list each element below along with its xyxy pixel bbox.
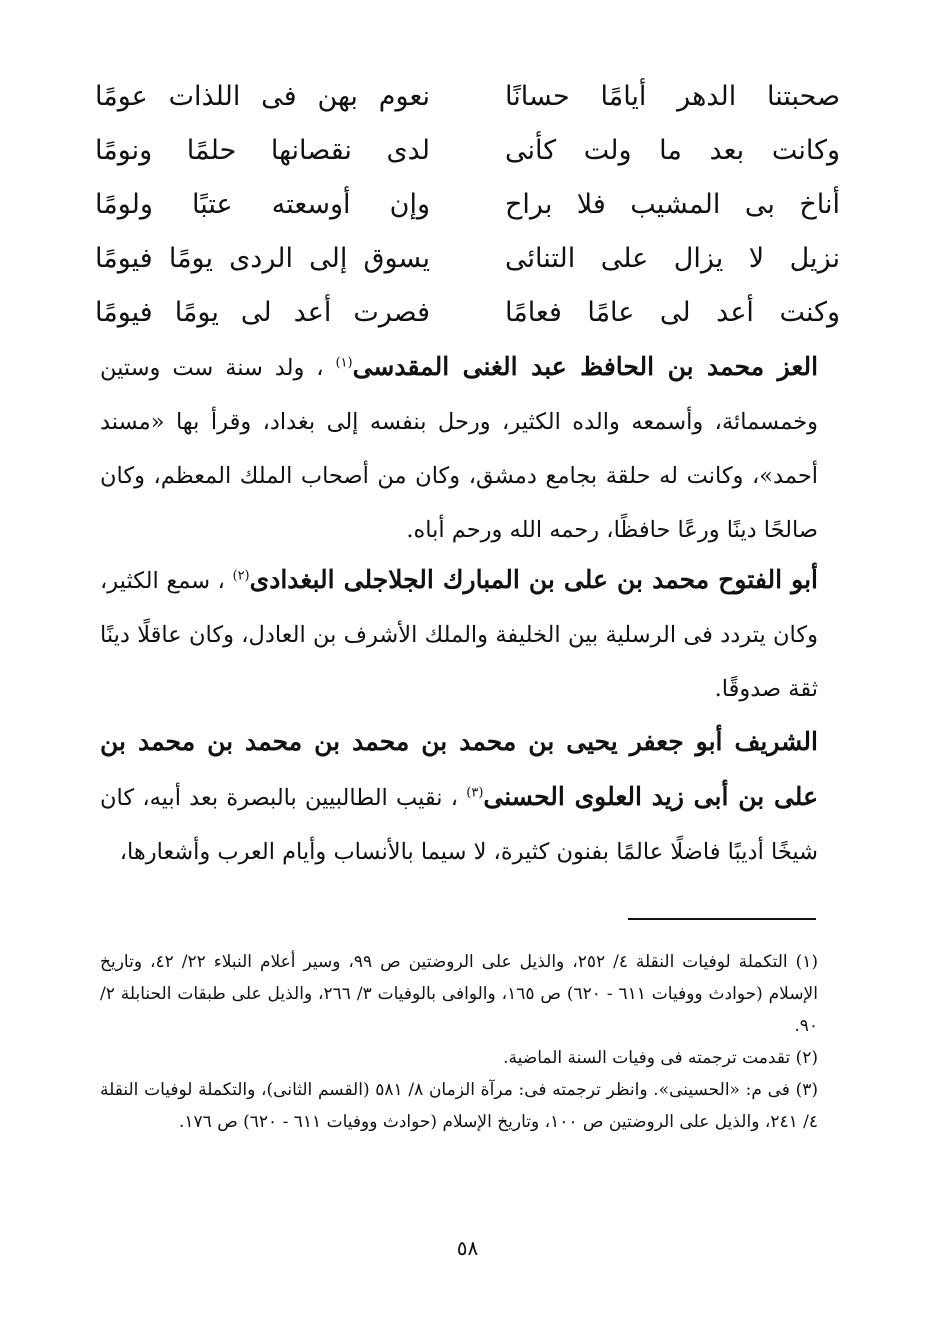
- poem-hemistich-left: نعوم بهن فى اللذات عومًا: [95, 81, 430, 112]
- entry-name: الشريف أبو جعفر يحيى بن محمد بن محمد بن محمد بن محمد بن على بن أبى زيد العلوى الحسنى: [100, 727, 818, 811]
- poem-hemistich-left: لدى نقصانها حلمًا ونومًا: [95, 135, 430, 166]
- poem-hemistich-left: يسوق إلى الردى يومًا فيومًا: [95, 243, 430, 274]
- poem-line: [95, 232, 840, 286]
- footnote-marker[interactable]: (١): [335, 355, 353, 371]
- poem-hemistich-right: وكنت أعد لى عامًا فعامًا: [505, 297, 840, 328]
- poem-hemistich-right: أناخ بى المشيب فلا براح: [505, 189, 840, 220]
- entry-text: ، نقيب الطالبيين بالبصرة بعد أبيه، كان شيخًا أديبًا فاضلًا عالمًا بفنون كثيرة، لا سيما بالأنساب وأيام العرب وأشعارها،: [100, 785, 818, 865]
- poem-line: [95, 124, 840, 178]
- biography-entry: [100, 553, 818, 716]
- footnote: (٢) تقدمت ترجمته فى وفيات السنة الماضية.: [503, 1048, 818, 1068]
- poem-line: [95, 286, 840, 340]
- entry-name: أبو الفتوح محمد بن على بن المبارك الجلاجلى البغدادى: [249, 565, 818, 594]
- poem-hemistich-left: فصرت أعد لى يومًا فيومًا: [95, 297, 430, 328]
- entry-text: ، سمع الكثير، وكان يتردد فى الرسلية بين الخليفة والملك الأشرف بن العادل، وكان عاقلًا دينًا ثقة صدوقًا.: [100, 568, 818, 702]
- poem-hemistich-right: وكانت بعد ما ولت كأنى: [505, 135, 840, 166]
- footnotes: [100, 946, 818, 1138]
- poem-line: [95, 70, 840, 124]
- poem-hemistich-right: نزيل لا يزال على التنائى: [505, 243, 840, 274]
- poem-hemistich-left: وإن أوسعته عتبًا ولومًا: [95, 189, 430, 220]
- footnote-divider: [628, 918, 816, 920]
- footnote-marker[interactable]: (٣): [466, 785, 484, 801]
- poem-hemistich-right: صحبتنا الدهر أيامًا حسانًا: [505, 81, 840, 112]
- biography-entry: [100, 715, 818, 879]
- entry-name: العز محمد بن الحافظ عبد الغنى المقدسى: [352, 352, 819, 381]
- poem-line: [95, 178, 840, 232]
- page-number: ٥٨: [456, 1236, 479, 1260]
- poem: [95, 70, 840, 340]
- biography-entry: [100, 340, 818, 557]
- footnote: (١) التكملة لوفيات النقلة ٤/ ٢٥٢، والذيل على الروضتين ص ٩٩، وسير أعلام النبلاء ٢٢/ ٤٢، وتاريخ الإسلام (حوادث ووفيات ٦١١ - ٦٢٠) ص ١٦٥، والوافى بالوفيات ٣/ ٢٦٦، والذيل على طبقات الحنابلة ٢/ ٩٠.: [100, 952, 819, 1036]
- footnote: (٣) فى م: «الحسينى». وانظر ترجمته فى: مرآة الزمان ٨/ ٥٨١ (القسم الثانى)، والتكملة لوفيات النقلة ٤/ ٢٤١، والذيل على الروضتين ص ١٠٠، وتاريخ الإسلام (حوادث ووفيات ٦١١ - ٦٢٠) ص ١٧٦.: [100, 1080, 818, 1132]
- footnote-marker[interactable]: (٢): [232, 568, 250, 584]
- entry-text: ، ولد سنة ست وستين وخمسمائة، وأسمعه والده الكثير، ورحل بنفسه إلى بغداد، وقرأ بها «مسند أحمد»، وكانت له حلقة بجامع دمشق، وكان من أصحاب الملك المعظم، وكان صالحًا دينًا ورعًا حافظًا، رحمه الله ورحم أباه.: [100, 355, 818, 543]
